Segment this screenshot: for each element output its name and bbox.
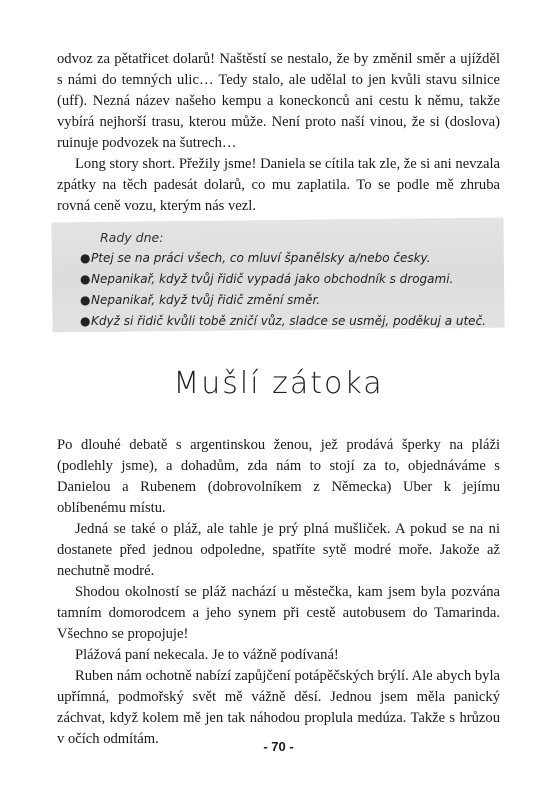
bullet-icon: ● <box>80 314 91 328</box>
tip-item: ●Nepanikař, když tvůj řidič vypadá jako obchodník s drogami. <box>80 269 500 290</box>
paragraph-beach: Jedná se také o pláž, ale tahle je prý plná mušliček. A pokud se na ni dostanete před jednou odpoledne, spatříte sytě modré moře. Jakože až nechutně modré. <box>57 521 500 579</box>
paragraph-lady: Plážová paní nekecala. Je to vážně podívaná! <box>75 647 339 663</box>
paragraph-town: Shodou okolností se pláž nachází u městečka, kam jsem byla pozvána tamním domorodcem a jeho synem při cestě autobusem do Tamarinda. Všechno se propojuje! <box>57 584 500 642</box>
paragraph-intro: Po dlouhé debatě s argentinskou ženou, jež prodává šperky na pláži (podlehly jsme), a dohadům, zda nám to stojí za to, objednáváme s Danielou a Rubenem (dobrovolníkem z Německa) Uber k jejímu oblíbenému místu. <box>57 437 500 516</box>
bullet-icon: ● <box>80 272 91 286</box>
bullet-icon: ● <box>80 293 91 307</box>
page-number: - 70 - <box>263 739 294 754</box>
chapter-title: Mušlí zátoka <box>173 366 384 401</box>
paragraph-ruben: Ruben nám ochotně nabízí zapůjčení potápěčských brýlí. Ale abych byla upřímná, podmořský svět mě vážně děsí. Jednou jsem měla panický záchvat, když kolem mě jen tak náhodou proplula medúza. Takže s hrůzou v očích odmítám. <box>57 668 500 747</box>
tip-item: ●Ptej se na práci všech, co mluví španělsky a/nebo česky. <box>80 248 500 269</box>
paragraph-long-story: Long story short. Přežily jsme! Daniela se cítila tak zle, že si ani nevzala zpátky na těch padesát dolarů, co mu zaplatila. To se podle mě zhruba rovná ceně vozu, kterým nás vezl. <box>57 156 500 214</box>
tip-item: ●Nepanikař, když tvůj řidič změní směr. <box>80 290 500 311</box>
paragraph-continuation: odvoz za pětatřicet dolarů! Naštěstí se nestalo, že by změnil směr a ujížděl s námi do temných ulic… Tedy stalo, ale udělal to jen kvůli stavu silnice (uff). Nezná název našeho kempu a koneckonců ani cestu k němu, takže vybírá nejhorší trasu, kterou může. Není proto naší vinou, že si (doslova) ruinuje podvozek na šutrech… <box>57 51 500 151</box>
bullet-icon: ● <box>80 251 91 265</box>
tips-list <box>80 248 500 332</box>
tip-item: ●Když si řidič kvůli tobě zničí vůz, sladce se usměj, poděkuj a uteč. <box>80 311 500 332</box>
tips-title: Rady dne: <box>100 230 164 245</box>
